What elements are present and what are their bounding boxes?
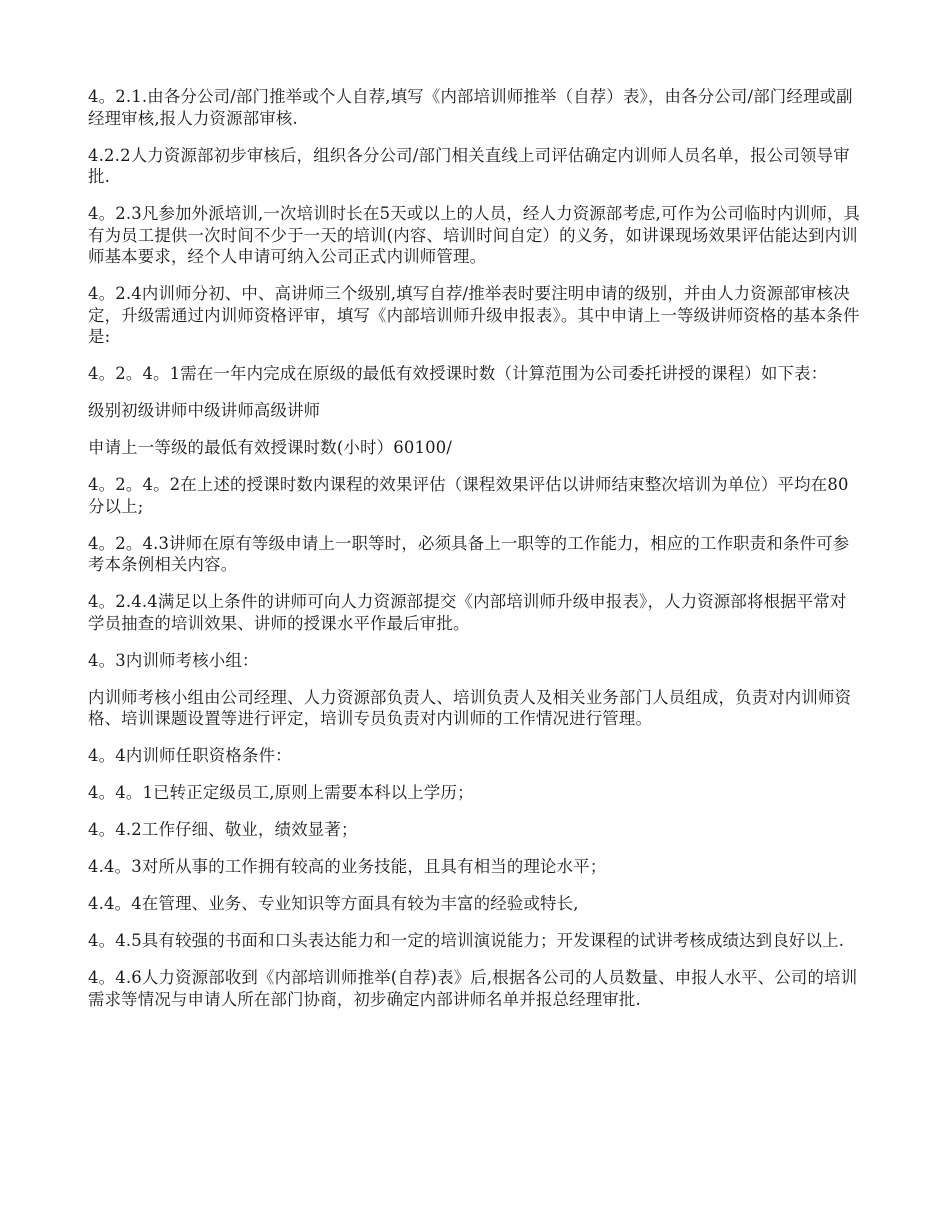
paragraph-4-4-6: 4。4.6人力资源部收到《内部培训师推举(自荐)表》后,根据各公司的人员数量、申报人水平、公司的培训需求等情况与申请人所在部门协商，初步确定内部讲师名单并报总经理审批. xyxy=(88,968,858,1009)
paragraph-4-2-4: 4。2.4内训师分初、中、高讲师三个级别,填写自荐/推举表时要注明申请的级别，并由人力资源部审核决定，升级需通过内训师资格评审，填写《内部培训师升级申报表》。其中申请上一等级讲师资格的基本条件是: xyxy=(88,284,860,346)
section-heading-4-3: 4。3内训师考核小组： xyxy=(88,650,259,670)
paragraph-4-2-4-2: 4。2。4。2在上述的授课时数内课程的效果评估（课程效果评估以讲师结束整次培训为单位）平均在80分以上; xyxy=(88,475,849,516)
table-header-row: 级别初级讲师中级讲师高级讲师 xyxy=(88,401,321,420)
paragraph-4-2-4-4: 4。2.4.4满足以上条件的讲师可向人力资源部提交《内部培训师升级申报表》，人力资源部将根据平常对学员抽查的培训效果、讲师的授课水平作最后审批。 xyxy=(88,592,847,633)
paragraph-4-2-4-3: 4。2。4.3讲师在原有等级申请上一职等时，必须具备上一职等的工作能力，相应的工作职责和条件可参考本条例相关内容。 xyxy=(88,533,850,574)
paragraph-4-4-4: 4.4。4在管理、业务、专业知识等方面具有较为丰富的经验或特长, xyxy=(88,894,579,913)
paragraph-4-2-3: 4。2.3凡参加外派培训,一次培训时长在5天或以上的人员，经人力资源部考虑,可作为公司临时内训师，具有为员工提供一次时间不少于一天的培训(内容、培训时间自定）的义务，如讲课现场效果评估能达到内训师基本要求，经个人申请可纳入公司正式内训师管理。 xyxy=(88,204,861,266)
paragraph-4-4-1: 4。4。1已转正定级员工,原则上需要本科以上学历； xyxy=(88,783,474,802)
paragraph-4-4-2: 4。4.2工作仔细、敬业，绩效显著； xyxy=(88,820,358,839)
document-body xyxy=(88,86,863,1026)
paragraph-4-3-body: 内训师考核小组由公司经理、人力资源部负责人、培训负责人及相关业务部门人员组成，负责对内训师资格、培训课题设置等进行评定，培训专员负责对内训师的工作情况进行管理。 xyxy=(88,687,852,728)
paragraph-4-2-1: 4。2.1.由各分公司/部门推举或个人自荐,填写《内部培训师推举（自荐）表》，由各分公司/部门经理或副经理审核,报人力资源部审核. xyxy=(88,87,853,128)
table-data-row: 申请上一等级的最低有效授课时数(小时）60100/ xyxy=(88,438,453,457)
paragraph-4-4-3: 4.4。3对所从事的工作拥有较高的业务技能，且具有相当的理论水平； xyxy=(88,857,607,876)
paragraph-4-2-2: 4.2.2人力资源部初步审核后，组织各分公司/部门相关直线上司评估确定内训师人员名单，报公司领导审批. xyxy=(88,145,850,186)
section-heading-4-4: 4。4内训师任职资格条件： xyxy=(88,746,292,765)
paragraph-4-4-5: 4。4.5具有较强的书面和口头表达能力和一定的培训演说能力；开发课程的试讲考核成绩达到良好以上. xyxy=(88,931,845,950)
paragraph-4-2-4-1: 4。2。4。1需在一年内完成在原级的最低有效授课时数（计算范围为公司委托讲授的课程）如下表： xyxy=(88,364,828,383)
